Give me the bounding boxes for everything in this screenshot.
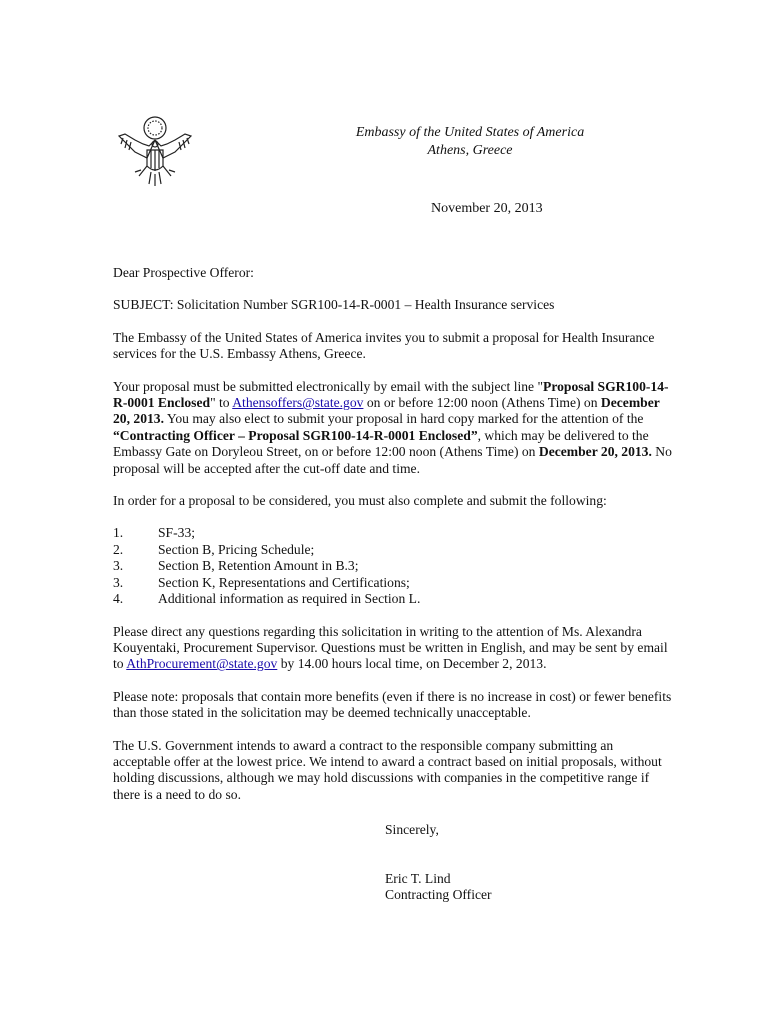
athprocurement-email-link[interactable]: AthProcurement@state.gov <box>126 656 278 672</box>
submission-paragraph: Your proposal must be submitted electronically by email with the subject line "Proposal SGR100-14-R-0001 Enclosed" to Athensoffers@state.gov on or before 12:00 noon (Athens Time) on December 20, 2013. You may also elect to submit your proposal in hard copy marked for the attention of the “Contracting Officer – Proposal SGR100-14-R-0001 Enclosed”, which may be delivered to the Embassy Gate on Doryleou Street, on or before 12:00 noon (Athens Time) on December 20, 2013. No proposal will be accepted after the cut-off date and time. <box>113 378 672 476</box>
list-item: 3. Section B, Retention Amount in B.3; <box>113 558 359 574</box>
list-item: 4. Additional information as required in Section L. <box>113 591 421 607</box>
embassy-name: Embassy of the United States of America <box>355 125 585 140</box>
award-paragraph: The U.S. Government intends to award a contract to the responsible company submitting an acceptable offer at the lowest price. We intend to award a contract based on initial proposals, without holding discussions, although we may hold discussions with companies in the competitive range if there is a need to do so. <box>113 737 662 802</box>
subject-line-required: Proposal SGR100-14-R-0001 Enclosed <box>113 378 669 411</box>
letter-body <box>113 265 673 819</box>
deadline-date-2: December 20, 2013. <box>538 444 652 460</box>
requirements-list <box>113 525 673 607</box>
signer-title: Contracting Officer <box>385 887 492 902</box>
embassy-location: Athens, Greece <box>427 143 513 158</box>
closing: Sincerely, <box>385 822 439 837</box>
list-intro: In order for a proposal to be considered, you must also complete and submit the following: <box>113 493 607 509</box>
note-paragraph: Please note: proposals that contain more benefits (even if there is no increase in cost) or fewer benefits than those stated in the solicitation may be deemed technically unacceptable. <box>113 688 672 721</box>
salutation: Dear Prospective Offeror: <box>113 265 254 280</box>
great-seal-eagle-icon <box>113 110 197 194</box>
hardcopy-label: “Contracting Officer – Proposal SGR100-14-R-0001 Enclosed” <box>113 427 478 443</box>
letter-date: November 20, 2013 <box>431 201 543 216</box>
athensoffers-email-link[interactable]: Athensoffers@state.gov <box>232 395 364 411</box>
intro-paragraph: The Embassy of the United States of America invites you to submit a proposal for Health Insurance services for the U.S. Embassy Athens, Greece. <box>113 329 655 362</box>
list-item: 1. SF-33; <box>113 525 196 541</box>
signer-name: Eric T. Lind <box>385 871 451 886</box>
subject-line: SUBJECT: Solicitation Number SGR100-14-R-0001 – Health Insurance services <box>113 297 555 313</box>
letterhead <box>330 124 610 160</box>
list-item: 2. Section B, Pricing Schedule; <box>113 541 315 557</box>
questions-paragraph: Please direct any questions regarding this solicitation in writing to the attention of Ms. Alexandra Kouyentaki, Procurement Supervisor. Questions must be written in English, and may be sent by email to AthProcurement@state.gov by 14.00 hours local time, on December 2, 2013. <box>113 623 668 672</box>
list-item: 3. Section K, Representations and Certifications; <box>113 574 410 590</box>
deadline-date: December 20, 2013. <box>113 395 660 427</box>
